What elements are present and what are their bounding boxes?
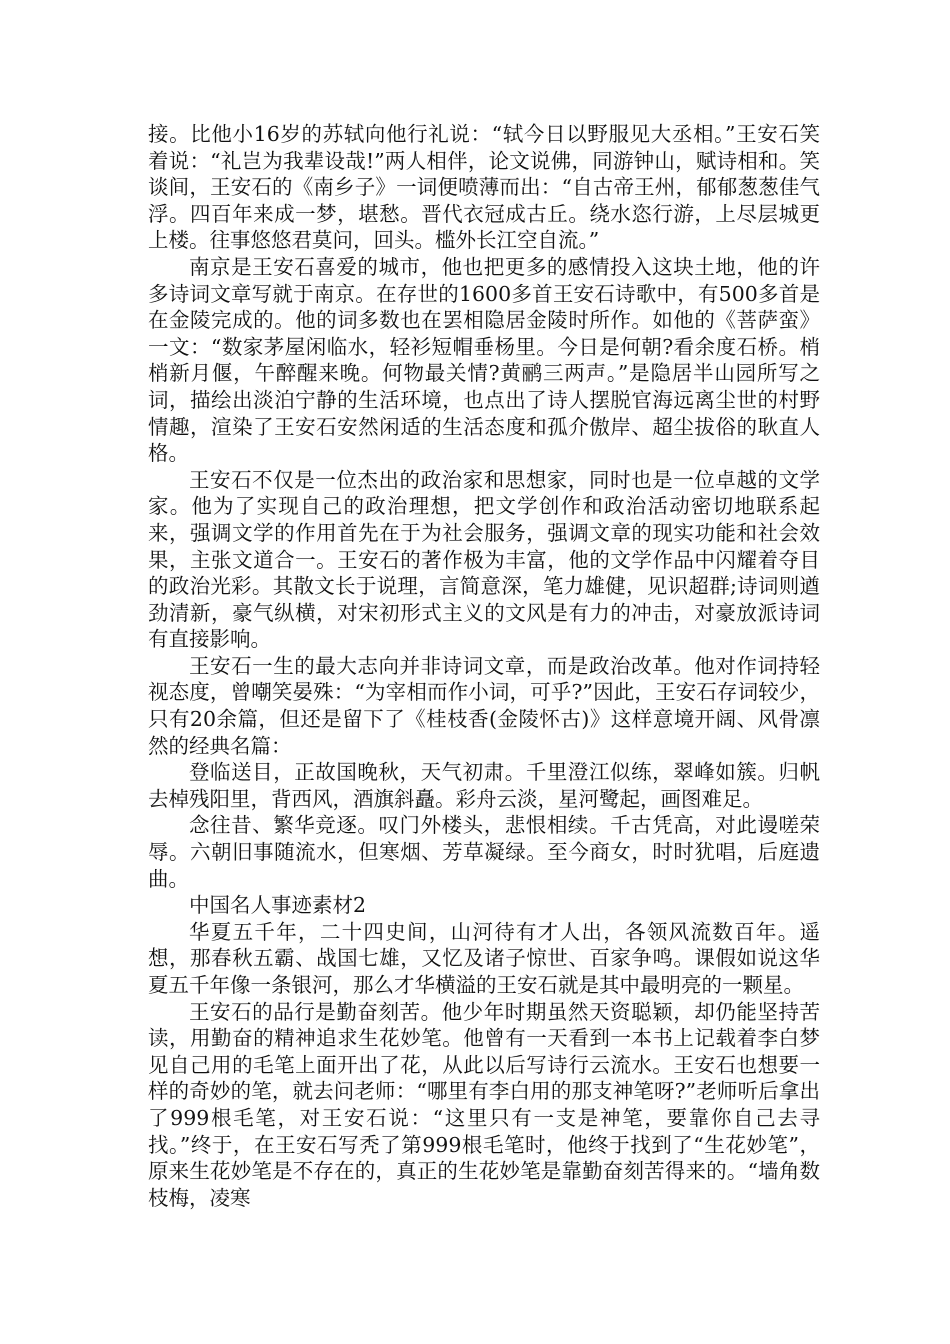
paragraph-1: 接。比他小16岁的苏轼向他行礼说：“轼今日以野服见大丞相。”王安石笑着说：“礼岂为我辈设哉!”两人相伴，论文说佛，同游钟山，赋诗相和。笑谈间，王安石的《南乡子》一词便喷薄而出：“自古帝王州，郁郁葱葱佳气浮。四百年来成一梦，堪愁。晋代衣冠成古丘。绕水恣行游，上尽层城更上楼。往事悠悠君莫问，回头。槛外长江空自流。” [148, 122, 820, 253]
poem-stanza-2: 念往昔、繁华竞逐。叹门外楼头，悲恨相续。千古凭高，对此谩嗟荣辱。六朝旧事随流水，但寒烟、芳草凝绿。至今商女，时时犹唱，后庭遗曲。 [148, 813, 820, 891]
paragraph-2: 南京是王安石喜爱的城市，他也把更多的感情投入这块土地，他的许多诗词文章写就于南京。在存世的1600多首王安石诗歌中，有500多首是在金陵完成的。他的词多数也在罢相隐居金陵时所作。如他的《菩萨蛮》一文：“数家茅屋闲临水，轻衫短帽垂杨里。今日是何朝?看余度石桥。梢梢新月偃，午醉醒来晚。何物最关情?黄鹂三两声。”是隐居半山园所写之词，描绘出淡泊宁静的生活环境，也点出了诗人摆脱官海远离尘世的村野情趣，渲染了王安石安然闲适的生活态度和孤介傲岸、超尘拔俗的耿直人格。 [148, 254, 820, 466]
paragraph-3: 王安石不仅是一位杰出的政治家和思想家，同时也是一位卓越的文学家。他为了实现自己的政治理想，把文学创作和政治活动密切地联系起来，强调文学的作用首先在于为社会服务，强调文章的现实功能和社会效果，主张文道合一。王安石的著作极为丰富，他的文学作品中闪耀着夺目的政治光彩。其散文长于说理，言简意深，笔力雄健，见识超群;诗词则遒劲清新，豪气纵横，对宋初形式主义的文风是有力的冲击，对豪放派诗词有直接影响。 [148, 467, 820, 652]
document-body [148, 121, 820, 1211]
paragraph-4: 王安石一生的最大志向并非诗词文章，而是政治改革。他对作词持轻视态度，曾嘲笑晏殊：“为宰相而作小词，可乎?”因此，王安石存词较少，只有20余篇，但还是留下了《桂枝香(金陵怀古)》这样意境开阔、风骨凛然的经典名篇： [148, 653, 820, 758]
poem-stanza-1: 登临送目，正故国晚秋，天气初肃。千里澄江似练，翠峰如簇。归帆去棹残阳里，背西风，酒旗斜矗。彩舟云淡，星河鹭起，画图难足。 [148, 760, 820, 811]
paragraph-9: 王安石的品行是勤奋刻苦。他少年时期虽然天资聪颖，却仍能坚持苦读，用勤奋的精神追求生花妙笔。他曾有一天看到一本书上记载着李白梦见自己用的毛笔上面开出了花，从此以后写诗行云流水。王安石也想要一样的奇妙的笔，就去问老师：“哪里有李白用的那支神笔呀?”老师听后拿出了999根毛笔，对王安石说：“这里只有一支是神笔，要靠你自己去寻找。”终于，在王安石写秃了第999根毛笔时，他终于找到了“生花妙笔”，原来生花妙笔是不存在的，真正的生花妙笔是靠勤奋刻苦得来的。“墙角数枝梅，凌寒 [148, 999, 820, 1210]
section-heading: 中国名人事迹素材2 [189, 893, 367, 918]
paragraph-8: 华夏五千年，二十四史间，山河待有才人出，各领风流数百年。遥想，那春秋五霸、战国七雄，又忆及诸子惊世、百家争鸣。课假如说这华夏五千年像一条银河，那么才华横溢的王安石就是其中最明亮的一颗星。 [148, 919, 820, 997]
